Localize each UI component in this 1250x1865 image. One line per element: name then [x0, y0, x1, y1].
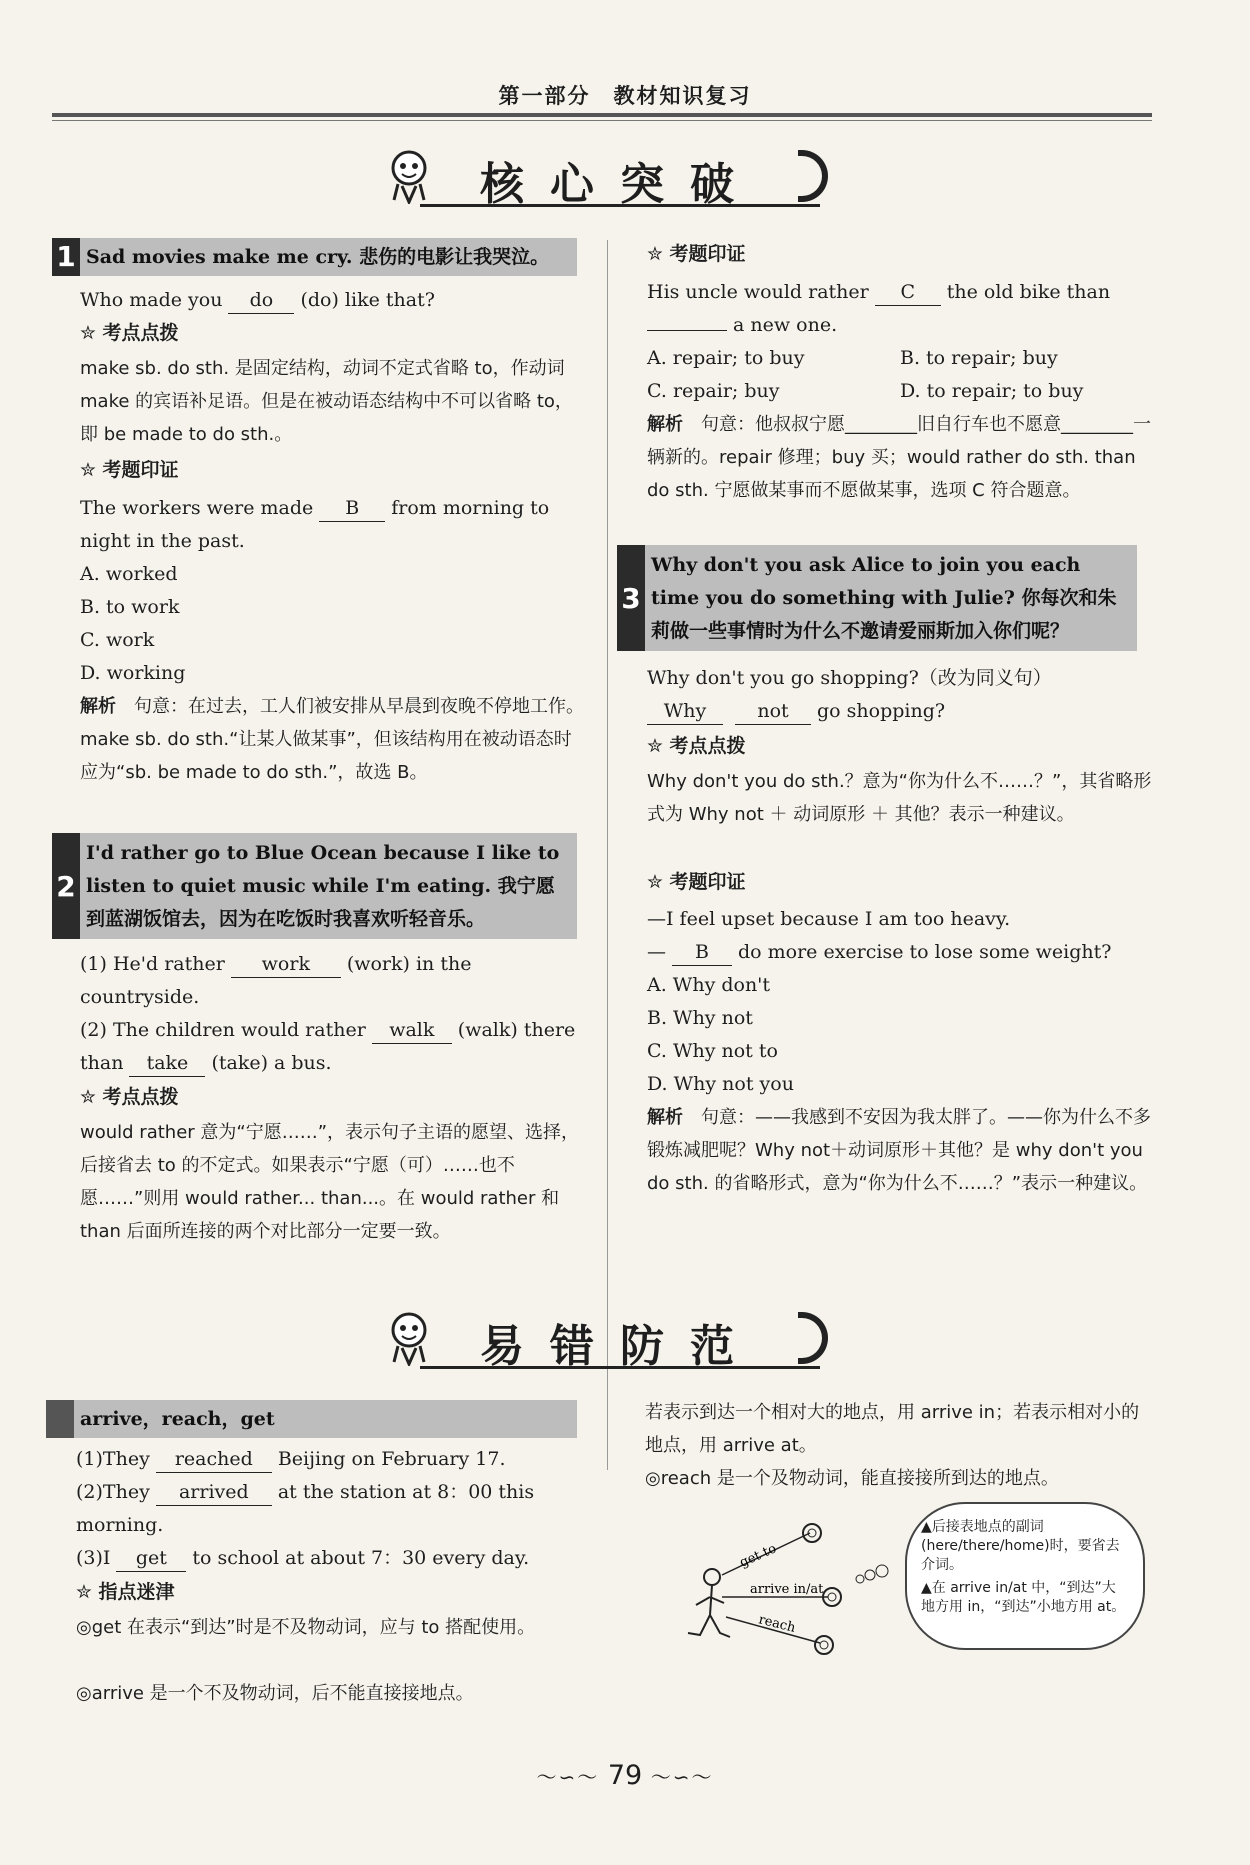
option-b: B. Why not: [647, 1007, 753, 1029]
header-rule-thin: [52, 120, 1152, 121]
option-b: B. to repair; buy: [900, 347, 1058, 369]
exam-label: ✮ 考题印证: [647, 243, 746, 265]
question-heading-text: I'd rather go to Blue Ocean because I like to listen to quiet music while I'm eating. 我宁愿到蓝湖饭馆去，因为在吃饭时我喜欢听轻音乐。: [86, 842, 560, 930]
error-heading: [46, 1400, 577, 1438]
answer-blank: arrived: [156, 1479, 272, 1506]
option-c: C. work: [80, 629, 155, 651]
option-d: D. Why not you: [647, 1073, 794, 1095]
analysis: 解析 句意：——我感到不安因为我太胖了。——你为什么不多锻炼减肥呢？Why not＋动词原形＋其他？是 why don't you do sth. 的省略形式，意为“你为什么不……？”表示一种建议。: [647, 1107, 1151, 1194]
tip-label: ✮ 指点迷津: [76, 1581, 175, 1603]
question-number: 2: [52, 833, 80, 939]
answer-blank: reached: [156, 1446, 272, 1473]
tip-reach: ◎reach 是一个及物动词，能直接接所到达的地点。: [645, 1468, 1059, 1489]
analysis: 解析 句意：他叔叔宁愿________旧自行车也不愿意________一辆新的。repair 修理；buy 买；would rather do sth. than do sth. 宁愿做某事而不愿做某事，选项 C 符合题意。: [647, 414, 1151, 501]
column-divider: [607, 240, 608, 1470]
arrive-figure: [660, 1505, 920, 1665]
section-banner-core: [380, 148, 820, 210]
tip-text: Why don't you do sth.？意为“你为什么不……？”，其省略形式为 Why not ＋ 动词原形 ＋ 其他？表示一种建议。: [647, 771, 1152, 825]
question-number: 1: [52, 238, 80, 276]
question-heading-text: Why don't you ask Alice to join you each time you do something with Julie? 你每次和朱莉做一些事情时为什么不邀请爱丽斯加入你们呢？: [651, 554, 1117, 642]
answer-blank: do: [228, 287, 294, 314]
answer-blank: take: [129, 1050, 205, 1077]
q1-exam: The workers were made B from morning to night in the past.: [80, 497, 550, 552]
error-heading-text: arrive，reach，get: [80, 1408, 275, 1430]
tip-text: make sb. do sth. 是固定结构，动词不定式省略 to，作动词 make 的宾语补足语。但是在被动语态结构中不可以省略 to，即 be made to do sth.。: [80, 358, 573, 445]
page-number: 〜∽〜 79 〜∽〜: [536, 1760, 714, 1791]
tip-text: would rather 意为“宁愿……”，表示句子主语的愿望、选择，后接省去 to 的不定式。如果表示“宁愿（可）……也不愿……”则用 would rather... than...。在 would rather 和 than 后面所连接的两个对比部分一定要一致。: [80, 1122, 580, 1242]
cloud-note: [905, 1502, 1145, 1650]
q3-exam: —I feel upset because I am too heavy. — B do more exercise to lose some weight?: [647, 903, 1152, 969]
q2-practice: (1) He'd rather work (work) in the countryside. (2) The children would rather walk (walk) there than take (take) a bus.: [80, 948, 585, 1080]
page-header-title: 第一部分 教材知识复习: [498, 83, 752, 108]
answer-blank: get: [116, 1545, 186, 1572]
question-heading: [617, 545, 1137, 651]
exam-label: ✮ 考题印证: [647, 871, 746, 893]
question-heading: [52, 238, 577, 276]
answer-blank: C: [875, 279, 941, 306]
option-d: D. to repair; to buy: [900, 380, 1084, 402]
option-d: D. working: [80, 662, 186, 684]
q1-practice: Who made you do (do) like that?: [80, 284, 585, 317]
tip-label: ✮ 考点点拨: [647, 735, 746, 757]
option-c: C. Why not to: [647, 1040, 778, 1062]
option-c: C. repair; buy: [647, 380, 780, 402]
analysis: 解析 句意：在过去，工人们被安排从早晨到夜晚不停地工作。make sb. do sth.“让某人做某事”，但该结构用在被动语态时应为“sb. be made to do sth.”，故选 B。: [80, 696, 584, 783]
option-a: A. worked: [80, 563, 178, 585]
tip-label: ✮ 考点点拨: [80, 1086, 179, 1108]
error-practice: (1)They reached Beijing on February 17. (2)They arrived at the station at 8：00 this morning. (3)I get to school at about 7：30 every day.: [76, 1443, 586, 1575]
answer-blank: Why: [647, 698, 723, 725]
header-rule: [52, 113, 1152, 117]
q3-rewrite: Why don't you go shopping?（改为同义句） Why not go shopping?: [647, 662, 1152, 728]
question-heading: [52, 833, 577, 939]
tip-arrive-in-at: 若表示到达一个相对大的地点，用 arrive in；若表示相对小的地点，用 arrive at。: [645, 1402, 1140, 1456]
option-b: B. to work: [80, 596, 180, 618]
banner-title: 核心突破: [480, 159, 760, 210]
question-number: 3: [617, 545, 645, 651]
question-heading-text: Sad movies make me cry. 悲伤的电影让我哭泣。: [86, 246, 550, 268]
tip-arrive: ◎arrive 是一个不及物动词，后不能直接接地点。: [76, 1683, 474, 1704]
answer-blank: not: [735, 698, 811, 725]
banner-title: 易错防范: [480, 1321, 760, 1372]
tip-get: ◎get 在表示“到达”时是不及物动词，应与 to 搭配使用。: [76, 1617, 536, 1638]
answer-blank: B: [672, 939, 732, 966]
q1-right-exam: His uncle would rather C the old bike than a new one.: [647, 281, 1111, 336]
answer-blank: B: [319, 495, 385, 522]
option-a: A. Why don't: [647, 974, 771, 996]
answer-blank: work: [231, 951, 341, 978]
label-arrive: arrive in/at: [750, 1582, 824, 1597]
cloud-note-2: ▲在 arrive in/at 中，“到达”大地方用 in，“到达”小地方用 at。: [921, 1580, 1126, 1615]
section-banner-errors: [380, 1310, 820, 1372]
cloud-note-1: ▲后接表地点的副词(here/there/home)时，要省去介词。: [921, 1519, 1120, 1573]
label-reach: reach: [757, 1612, 797, 1636]
option-a: A. repair; to buy: [647, 347, 805, 369]
label-get-to: get to: [737, 1541, 779, 1571]
tip-label: ✮ 考点点拨: [80, 322, 179, 344]
answer-blank: walk: [372, 1017, 452, 1044]
exam-label: ✮ 考题印证: [80, 459, 179, 481]
